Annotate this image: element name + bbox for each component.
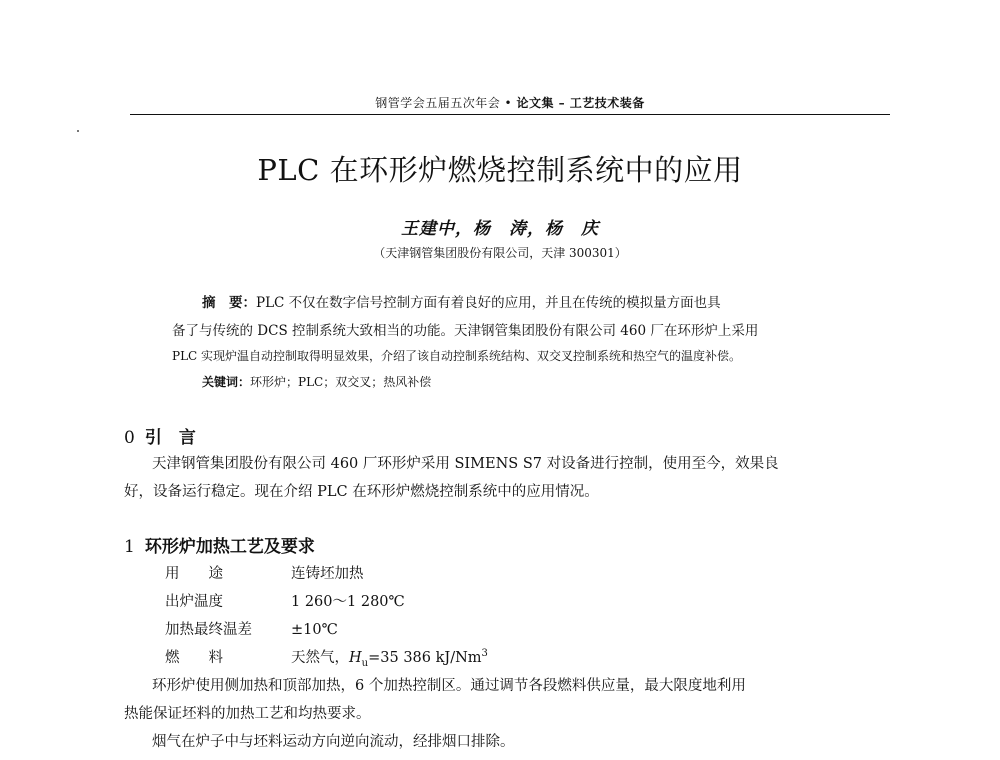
section-number: 0	[124, 428, 135, 448]
abstract-line-1	[202, 291, 882, 311]
spec-value	[291, 646, 488, 669]
spec-row-exit-temp	[165, 590, 405, 611]
heat-value-symbol: H	[349, 650, 362, 666]
fuel-name: 天然气，	[291, 650, 349, 666]
spec-value: ±10℃	[291, 622, 338, 638]
spec-key: 用 途	[165, 566, 223, 582]
unit-superscript: 3	[481, 648, 488, 660]
spec-key: 燃 料	[165, 650, 223, 666]
section-heading-intro	[124, 423, 196, 448]
running-header	[130, 94, 890, 111]
header-conference: 钢管学会五届五次年会 •	[375, 96, 513, 110]
spec-value: 1 260～1 280℃	[291, 594, 405, 610]
section-title: 环形炉加热工艺及要求	[144, 537, 315, 557]
abstract-line-2: 备了与传统的 DCS 控制系统大致相当的功能。天津钢管集团股份有限公司 460 厂在环形炉上采用	[172, 323, 759, 339]
intro-para-line-2: 好，设备运行稳定。现在介绍 PLC 在环形炉燃烧控制系统中的应用情况。	[124, 484, 599, 500]
process-para-1-line-1: 环形炉使用侧加热和顶部加热，6 个加热控制区。通过调节各段燃料供应量，最大限度地利用	[152, 678, 746, 694]
process-para-1-line-2: 热能保证坯料的加热工艺和均热要求。	[124, 706, 371, 722]
spec-row-usage	[165, 562, 364, 583]
intro-para-line-1: 天津钢管集团股份有限公司 460 厂环形炉采用 SIMENS S7 对设备进行控制，使用至今，效果良	[152, 456, 779, 472]
section-title: 引 言	[144, 428, 196, 448]
spec-key: 加热最终温差	[165, 622, 252, 638]
keywords-text: 环形炉；PLC；双交叉；热风补偿	[250, 375, 432, 389]
keywords-label: 关键词：	[202, 375, 251, 389]
abstract-label: 摘 要：	[202, 295, 256, 311]
section-number: 1	[124, 537, 135, 557]
spec-row-fuel	[165, 646, 488, 669]
paper-title: PLC 在环形炉燃烧控制系统中的应用	[257, 153, 743, 187]
section-heading-process	[124, 532, 315, 557]
spec-row-temp-diff	[165, 618, 338, 639]
header-rule	[130, 114, 890, 115]
process-para-2: 烟气在炉子中与坯料运动方向逆向流动，经排烟口排除。	[152, 734, 515, 750]
heat-value-subscript: u	[361, 657, 369, 669]
affiliation: （天津钢管集团股份有限公司，天津 300301）	[373, 246, 627, 260]
heat-value-amount: =35 386 kJ/Nm	[368, 650, 482, 666]
abstract-text-1: PLC 不仅在数字信号控制方面有着良好的应用，并且在传统的模拟量方面也具	[256, 295, 721, 311]
header-section: 论文集 – 工艺技术装备	[516, 96, 645, 110]
author-list: 王建中，杨 涛，杨 庆	[401, 219, 599, 239]
spec-key: 出炉温度	[165, 594, 223, 610]
abstract-line-3: PLC 实现炉温自动控制取得明显效果，介绍了该自动控制系统结构、双交叉控制系统和热空气的温度补偿。	[172, 349, 742, 363]
keywords-line	[202, 373, 882, 390]
spec-value: 连铸坯加热	[291, 566, 364, 582]
scan-speck	[77, 130, 79, 132]
